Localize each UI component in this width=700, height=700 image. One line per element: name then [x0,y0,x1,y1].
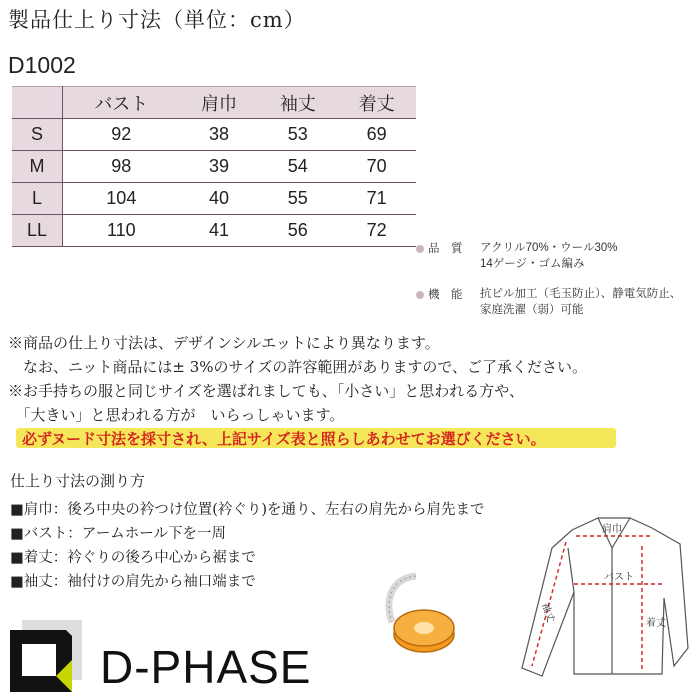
measure-item: ■袖丈：袖付けの肩先から袖口端まで [10,574,256,590]
size-table [12,86,416,247]
table-cell: 53 [258,119,337,151]
spec-value-line: 抗ピル加工（毛玉防止）、静電気防止、 [480,288,682,300]
spec-value-line: 家庭洗濯（弱）可能 [480,304,584,316]
table-cell: 55 [258,183,337,215]
spec-values [480,286,681,318]
note-line: 「大きい」と思われる方が いらっしゃいます。 [8,406,345,424]
measure-item: ■着丈：衿ぐりの後ろ中心から裾まで [10,550,256,566]
table-row [12,215,416,247]
page-title: 製品仕上り寸法（単位：cm） [8,8,306,32]
table-cell: 41 [180,215,259,247]
measure-item: ■バスト：アームホール下を一周 [10,526,226,542]
table-corner [12,87,63,119]
spec-value-line: アクリル70%・ウール30% [480,242,618,254]
table-cell: 71 [337,183,416,215]
product-code: D1002 [8,52,76,78]
table-cell: 56 [258,215,337,247]
warning-text: 必ずヌード寸法を採寸され、上記サイズ表と照らしあわせてお選びください。 [22,430,546,448]
bullet-dot-icon [416,245,424,253]
table-cell: 98 [63,151,180,183]
table-row [12,119,416,151]
d-phase-logo-icon [8,618,88,696]
table-cell: 110 [63,215,180,247]
spec-quality [416,240,700,274]
note-line: ※商品の仕上り寸法は、デザインシルエットにより異なります。 [8,334,440,352]
table-cell: 54 [258,151,337,183]
measure-item: ■肩巾：後ろ中央の衿つけ位置(衿ぐり)を通り、左右の肩先から肩先まで [10,502,485,518]
brand-name: D-PHASE [100,641,312,693]
bullet-dot-icon [416,291,424,299]
note-line: なお、ニット商品には± 3%のサイズの許容範囲がありますので、ご了承ください。 [8,358,588,376]
row-header-size: L [12,183,63,215]
row-header-size: LL [12,215,63,247]
spec-key: 機 能 [428,289,463,301]
table-row [12,183,416,215]
table-cell: 40 [180,183,259,215]
spec-key: 品 質 [428,243,463,255]
row-header-size: S [12,119,63,151]
spec-function [416,286,700,320]
table-cell: 92 [63,119,180,151]
table-row [12,151,416,183]
measure-section-title: 仕上り寸法の測り方 [10,472,146,490]
table-cell: 39 [180,151,259,183]
spec-values [480,240,617,272]
table-cell: 69 [337,119,416,151]
label-bust: バスト [604,572,634,583]
row-header-size: M [12,151,63,183]
label-kitake: 着丈 [646,618,666,629]
table-cell: 38 [180,119,259,151]
column-header: バスト [63,87,180,119]
tape-measure-icon [378,572,458,658]
column-header: 袖丈 [258,87,337,119]
column-header: 着丈 [337,87,416,119]
note-line: ※お手持ちの服と同じサイズを選ばれましても、「小さい」と思われる方や、 [8,382,525,400]
table-cell: 72 [337,215,416,247]
table-header-row [12,87,416,119]
jacket-diagram [512,508,696,680]
spec-value-line: 14ゲージ・ゴム編み [480,258,585,270]
table-cell: 104 [63,183,180,215]
table-cell: 70 [337,151,416,183]
label-katahaba: 肩巾 [602,524,622,535]
label-sodetake: 袖丈 [539,601,556,624]
column-header: 肩巾 [180,87,259,119]
